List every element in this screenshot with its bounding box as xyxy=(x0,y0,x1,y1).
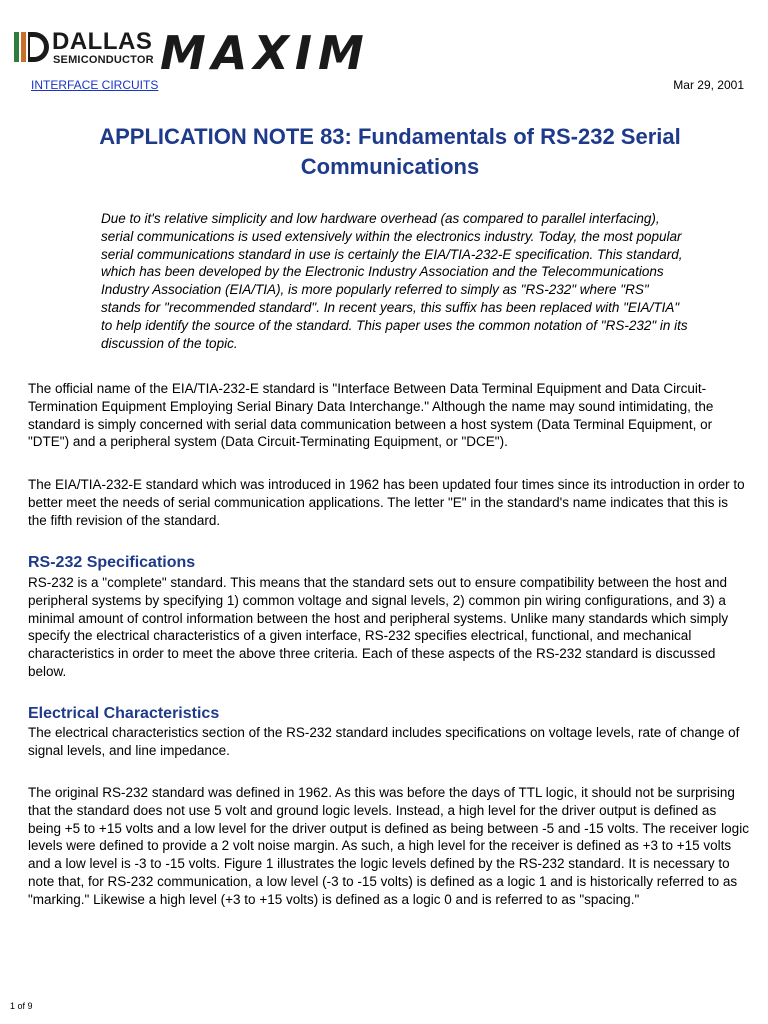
intro-paragraph-1: The official name of the EIA/TIA-232-E standard is "Interface Between Data Terminal Equipment and Data Circuit-Termination Equipment Employing Serial Binary Data Interchange." Although the name may sound intimidating, the standard is simply concerned with serial data communication between a host system (Data Terminal Equipment, or "DTE") and a peripheral system (Data Circuit-Terminating Equipment, or "DCE"). xyxy=(28,381,714,450)
semiconductor-wordmark: SEMICONDUCTOR xyxy=(53,54,154,66)
maxim-wordmark: MAXIM xyxy=(160,26,370,80)
maxim-logo xyxy=(160,26,415,80)
section-heading-specifications: RS-232 Specifications xyxy=(28,554,196,571)
dallas-semiconductor-logo xyxy=(12,28,157,74)
abstract: Due to it's relative simplicity and low hardware overhead (as compared to parallel interfacing), serial communications is used extensively within the electronics industry. Today, the most popular serial communications standard in use is certainly the EIA/TIA-232-E specification. This standard, which has been developed by the Electronic Industry Association and the Telecommunications Industry Association (EIA/TIA), is more popularly referred to simply as "RS-232" where "RS" stands for "recommended standard". In recent years, this suffix has been replaced with "EIA/TIA" to help identify the source of the standard. This paper uses the common notation of "RS-232" in its discussion of the topic. xyxy=(101,211,688,351)
category-link[interactable]: INTERFACE CIRCUITS xyxy=(31,78,159,92)
intro-paragraph-2: The EIA/TIA-232-E standard which was introduced in 1962 has been updated four times since its introduction in order to better meet the needs of serial communication applications. The letter "E" in the standard's name indicates that this is the fifth revision of the standard. xyxy=(28,477,745,528)
publication-date: Mar 29, 2001 xyxy=(673,78,744,92)
meta-row xyxy=(31,78,744,94)
electrical-paragraph-2: The original RS-232 standard was defined in 1962. As this was before the days of TTL logic, it should not be surprising that the standard does not use 5 volt and ground logic levels. Instead, a high level for the driver output is defined as being +5 to +15 volts and a low level for the driver output is defined as being between -5 and -15 volts. The receiver logic levels were defined to provide a 2 volt noise margin. As such, a high level for the receiver is defined as +3 to +15 volts and a low level is -3 to -15 volts. Figure 1 illustrates the logic levels defined by the RS-232 standard. It is necessary to note that, for RS-232 communication, a low level (-3 to -15 volts) is defined as a logic 1 and is historically referred to as "marking." Likewise a high level (+3 to +15 volts) is defined as a logic 0 and is referred to as "spacing." xyxy=(28,785,749,907)
page-title: APPLICATION NOTE 83: Fundamentals of RS-232 Serial Communications xyxy=(99,124,681,179)
page-header xyxy=(12,26,432,80)
page-number: 1 of 9 xyxy=(10,1001,33,1011)
specifications-paragraph: RS-232 is a "complete" standard. This means that the standard sets out to ensure compatibility between the host and peripheral systems by specifying 1) common voltage and signal levels, 2) common pin wiring configurations, and 3) a minimal amount of control information between the host and peripheral systems. Unlike many standards which simply specify the electrical characteristics of a given interface, RS-232 specifies electrical, functional, and mechanical characteristics in order to meet the above three criteria. Each of these aspects of the RS-232 standard is discussed below. xyxy=(28,575,729,679)
electrical-paragraph-1: The electrical characteristics section of the RS-232 standard includes specifications on voltage levels, rate of change of signal levels, and line impedance. xyxy=(28,725,740,758)
dallas-wordmark: DALLAS xyxy=(52,28,153,55)
section-heading-electrical: Electrical Characteristics xyxy=(28,705,220,722)
